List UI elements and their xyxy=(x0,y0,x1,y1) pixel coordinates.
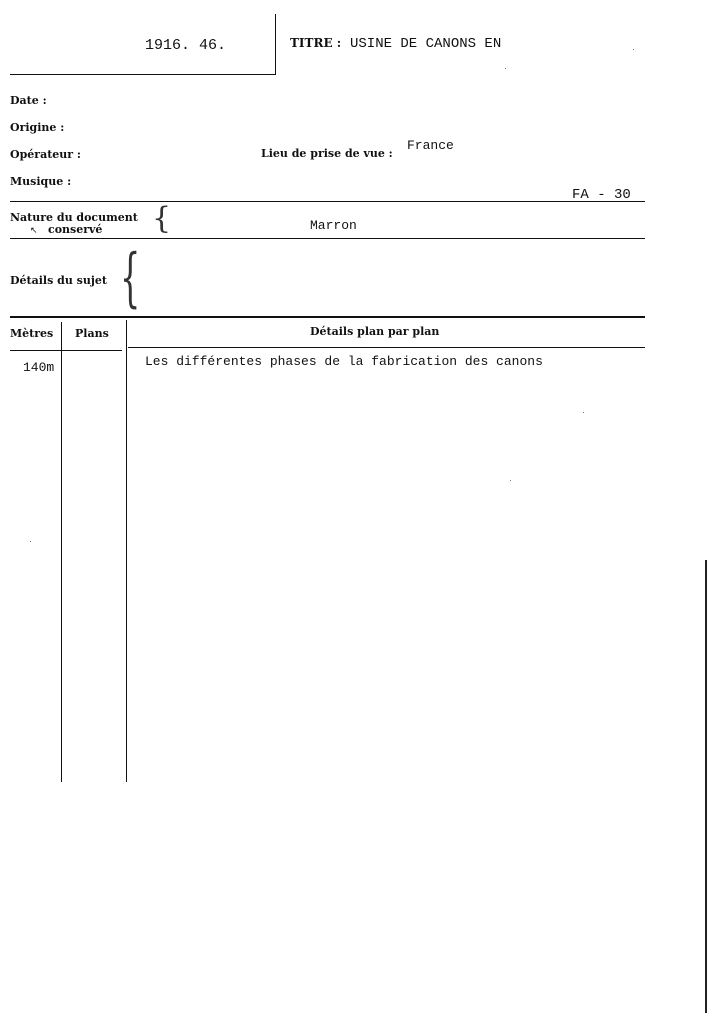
sujet-label: Détails du sujet xyxy=(10,274,107,287)
scan-edge xyxy=(705,560,711,1013)
header-divider-horizontal xyxy=(10,74,276,75)
lieu-value: France xyxy=(407,138,454,153)
speck xyxy=(505,68,506,69)
speck xyxy=(583,412,584,413)
document-code: FA - 30 xyxy=(572,187,631,203)
col-header-details: Détails plan par plan xyxy=(310,325,440,338)
sujet-bottom-rule xyxy=(10,316,645,318)
nature-label-line2: conservé xyxy=(48,223,103,236)
nature-bottom-rule xyxy=(10,238,645,239)
row-details: Les différentes phases de la fabrication des canons xyxy=(145,354,543,369)
reference-number: 1916. 46. xyxy=(145,37,227,54)
row-metres: 140m xyxy=(23,360,55,375)
nature-mark-icon: ↖ xyxy=(30,225,38,235)
speck xyxy=(633,49,634,50)
sujet-brace: { xyxy=(120,241,141,315)
table-col-divider-1 xyxy=(61,322,62,782)
origine-label: Origine : xyxy=(10,121,65,134)
title-label: TITRE : xyxy=(290,36,342,50)
nature-label-line1: Nature du document xyxy=(10,211,138,224)
lieu-label: Lieu de prise de vue : xyxy=(261,147,393,160)
nature-value: Marron xyxy=(310,218,357,233)
table-col-divider-2 xyxy=(126,320,127,782)
speck xyxy=(30,541,31,542)
operateur-label: Opérateur : xyxy=(10,148,81,161)
col-header-plans: Plans xyxy=(75,327,109,340)
nature-top-rule xyxy=(10,201,645,202)
table-header-rule-right xyxy=(128,347,645,348)
date-label: Date : xyxy=(10,94,47,107)
musique-label: Musique : xyxy=(10,175,72,188)
col-header-metres: Mètres xyxy=(10,327,54,340)
title-value: USINE DE CANONS EN xyxy=(350,36,502,52)
speck xyxy=(510,480,511,481)
nature-brace: { xyxy=(152,201,172,236)
table-header-rule-left xyxy=(10,350,122,351)
header-divider-vertical xyxy=(275,14,276,75)
